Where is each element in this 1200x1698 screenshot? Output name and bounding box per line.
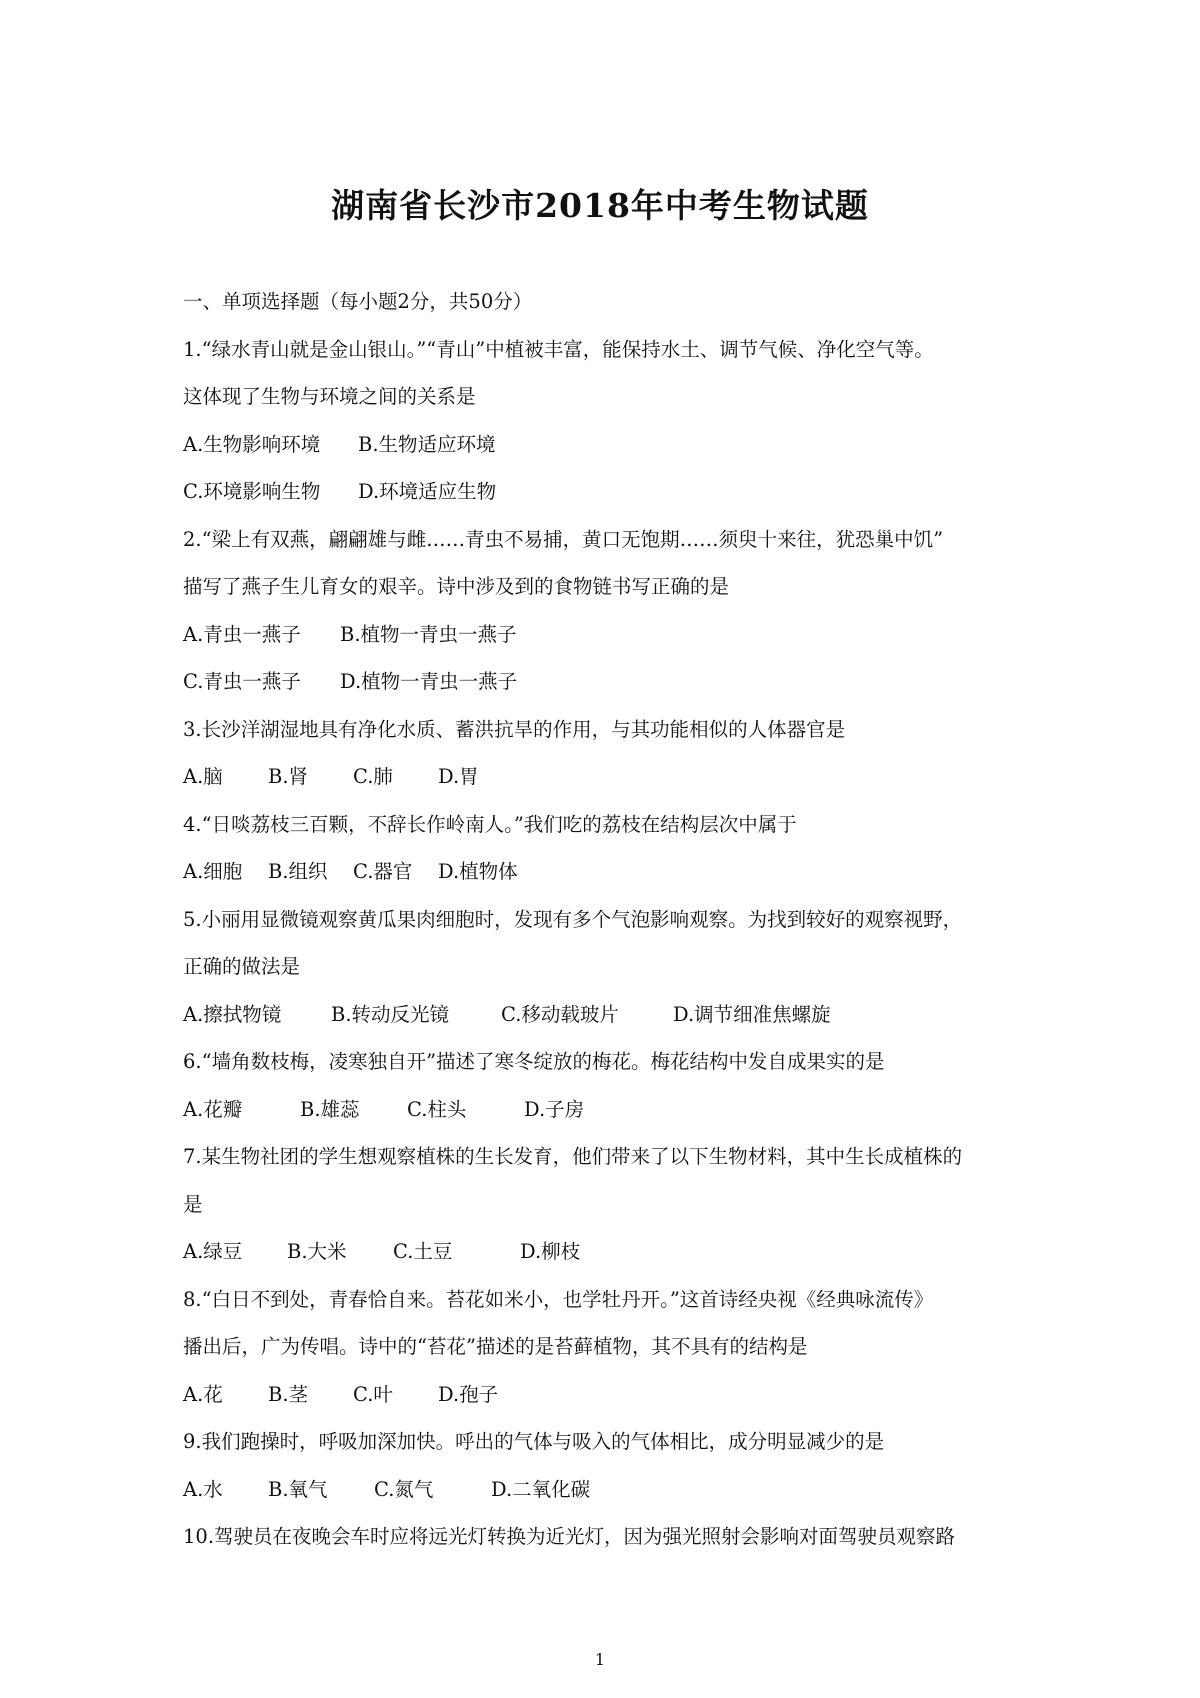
exam-content bbox=[183, 278, 1043, 1561]
question-text: 9.我们跑操时，呼吸加深加快。呼出的气体与吸入的气体相比，成分明显减少的是 bbox=[183, 1430, 885, 1453]
page-title: 湖南省长沙市2018年中考生物试题 bbox=[331, 186, 869, 225]
option-b: B.氧气 bbox=[268, 1477, 328, 1501]
options-row bbox=[183, 421, 1043, 469]
option-b: B.生物适应环境 bbox=[358, 432, 496, 456]
options-row bbox=[183, 1086, 1043, 1134]
question-8 bbox=[183, 1276, 1043, 1419]
option-b: B.植物一青虫一燕子 bbox=[340, 622, 517, 646]
question-4 bbox=[183, 801, 1043, 896]
option-d: D.孢子 bbox=[438, 1382, 499, 1406]
option-d: D.胃 bbox=[438, 765, 479, 788]
question-text: 正确的做法是 bbox=[183, 955, 301, 978]
options-row bbox=[183, 1371, 1043, 1419]
option-d: D.环境适应生物 bbox=[358, 480, 497, 503]
question-7 bbox=[183, 1133, 1043, 1276]
options-row bbox=[183, 468, 1043, 516]
question-text: 5.小丽用显微镜观察黄瓜果肉细胞时，发现有多个气泡影响观察。为找到较好的观察视野， bbox=[183, 907, 963, 931]
option-a: A.青虫一燕子 bbox=[183, 622, 301, 646]
option-d: D.植物一青虫一燕子 bbox=[340, 670, 518, 693]
options-row bbox=[183, 753, 1043, 801]
question-text: 1.“绿水青山就是金山银山。”“青山”中植被丰富，能保持水土、调节气候、净化空气等。 bbox=[183, 337, 934, 361]
option-b: B.组织 bbox=[268, 860, 328, 883]
option-b: B.肾 bbox=[268, 765, 309, 788]
question-5 bbox=[183, 896, 1043, 1039]
option-a: A.花瓣 bbox=[183, 1097, 243, 1121]
question-2 bbox=[183, 516, 1043, 706]
question-text: 4.“日啖荔枝三百颗，不辞长作岭南人。”我们吃的荔枝在结构层次中属于 bbox=[183, 812, 797, 836]
option-d: D.二氧化碳 bbox=[491, 1477, 591, 1501]
question-text: 这体现了生物与环境之间的关系是 bbox=[183, 385, 476, 408]
question-text: 8.“白日不到处，青春恰自来。苔花如米小，也学牡丹开。”这首诗经央视《经典咏流传》 bbox=[183, 1287, 934, 1311]
option-b: B.雄蕊 bbox=[300, 1097, 360, 1121]
option-a: A.脑 bbox=[183, 765, 223, 788]
option-d: D.柳枝 bbox=[520, 1240, 581, 1263]
option-a: A.生物影响环境 bbox=[183, 432, 321, 456]
options-row bbox=[183, 1228, 1043, 1276]
question-text: 播出后，广为传唱。诗中的“苔花”描述的是苔藓植物，其不具有的结构是 bbox=[183, 1335, 808, 1358]
options-row bbox=[183, 848, 1043, 896]
option-d: D.子房 bbox=[524, 1097, 585, 1121]
option-c: C.器官 bbox=[353, 860, 413, 883]
option-c: C.环境影响生物 bbox=[183, 480, 321, 503]
option-b: B.转动反光镜 bbox=[331, 1002, 450, 1026]
option-a: A.细胞 bbox=[183, 860, 243, 883]
options-row bbox=[183, 611, 1043, 659]
section-heading: 一、单项选择题（每小题2分，共50分） bbox=[183, 290, 533, 313]
option-c: C.肺 bbox=[353, 765, 393, 788]
question-text: 描写了燕子生儿育女的艰辛。诗中涉及到的食物链书写正确的是 bbox=[183, 575, 730, 598]
option-c: C.叶 bbox=[353, 1382, 393, 1406]
option-c: C.氮气 bbox=[374, 1477, 434, 1501]
question-6 bbox=[183, 1038, 1043, 1133]
question-text: 3.长沙洋湖湿地具有净化水质、蓄洪抗旱的作用，与其功能相似的人体器官是 bbox=[183, 717, 846, 741]
options-row bbox=[183, 991, 1043, 1039]
option-b: B.茎 bbox=[268, 1382, 309, 1406]
option-a: A.擦拭物镜 bbox=[183, 1002, 282, 1026]
question-text: 7.某生物社团的学生想观察植株的生长发育，他们带来了以下生物材料，其中生长成植株的 bbox=[183, 1145, 963, 1168]
question-3 bbox=[183, 706, 1043, 801]
question-10 bbox=[183, 1513, 1043, 1561]
question-1 bbox=[183, 326, 1043, 516]
question-9 bbox=[183, 1418, 1043, 1513]
option-d: D.调节细准焦螺旋 bbox=[673, 1002, 831, 1026]
question-text: 2.“梁上有双燕，翩翩雄与雌……青虫不易捕，黄口无饱期……须臾十来往，犹恐巢中饥” bbox=[183, 527, 944, 551]
option-c: C.移动载玻片 bbox=[501, 1002, 619, 1026]
option-c: C.柱头 bbox=[407, 1097, 467, 1121]
option-c: C.土豆 bbox=[393, 1240, 453, 1263]
option-d: D.植物体 bbox=[438, 860, 518, 883]
options-row bbox=[183, 1466, 1043, 1514]
question-text: 是 bbox=[183, 1192, 203, 1216]
option-a: A.绿豆 bbox=[183, 1240, 243, 1263]
option-a: A.水 bbox=[183, 1477, 223, 1501]
option-a: A.花 bbox=[183, 1382, 223, 1406]
option-c: C.青虫一燕子 bbox=[183, 670, 301, 693]
options-row bbox=[183, 658, 1043, 706]
option-b: B.大米 bbox=[287, 1240, 347, 1263]
page-number: 1 bbox=[594, 1650, 606, 1669]
question-text: 6.“墙角数枝梅，凌寒独自开”描述了寒冬绽放的梅花。梅花结构中发自成果实的是 bbox=[183, 1050, 885, 1073]
question-text: 10.驾驶员在夜晚会车时应将远光灯转换为近光灯，因为强光照射会影响对面驾驶员观察路 bbox=[183, 1525, 956, 1548]
